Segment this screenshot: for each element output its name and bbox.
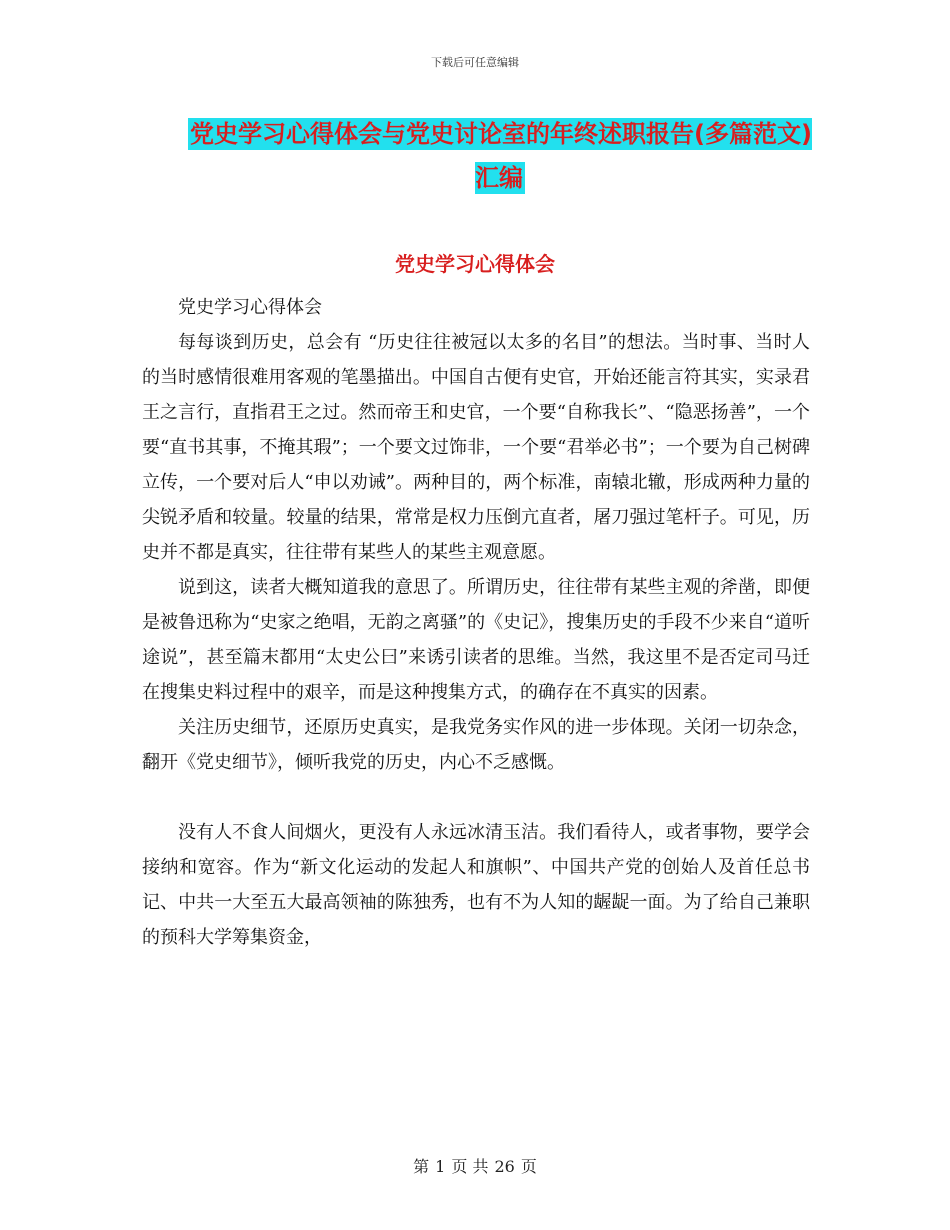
footer-suffix: 页 xyxy=(520,1157,537,1176)
paragraph: 每每谈到历史，总会有 “历史往往被冠以太多的名目”的想法。当时事、当时人的当时感情很难用客观的笔墨描出。中国自古便有史官，开始还能言符其实，实录君王之言行，直指君王之过。然而帝王和史官，一个要“自称我长”、“隐恶扬善”，一个要“直书其事，不掩其瑕”；一个要文过饰非，一个要“君举必书”；一个要为自己树碑立传，一个要对后人“申以劝诫”。两种目的，两个标准，南辕北辙，形成两种力量的尖锐矛盾和较量。较量的结果，常常是权力压倒亢直者，屠刀强过笔杆子。可见，历史并不都是真实，往往带有某些人的某些主观意愿。 xyxy=(142,332,810,563)
paragraph: 没有人不食人间烟火，更没有人永远冰清玉洁。我们看待人，或者事物，要学会接纳和宽容。作为“新文化运动的发起人和旗帜”、中国共产党的创始人及首任总书记、中共一大至五大最高领袖的陈独秀，也有不为人知的龌龊一面。为了给自己兼职的预科大学筹集资金， xyxy=(142,822,810,948)
body-text xyxy=(142,290,810,955)
header-note: 下载后可任意编辑 xyxy=(431,56,519,69)
page-footer xyxy=(0,1154,950,1177)
paragraph: 党史学习心得体会 xyxy=(178,297,322,318)
paragraph: 说到这，读者大概知道我的意思了。所谓历史，往往带有某些主观的斧凿，即便是被鲁迅称为“史家之绝唱，无韵之离骚”的《史记》，搜集历史的手段不少来自“道听途说”，甚至篇末都用“太史公曰”来诱引读者的思维。当然，我这里不是否定司马迁在搜集史料过程中的艰辛，而是这种搜集方式，的确存在不真实的因素。 xyxy=(142,577,810,703)
paragraph: 关注历史细节，还原历史真实，是我党务实作风的进一步体现。关闭一切杂念，翻开《党史细节》，倾听我党的历史，内心不乏感慨。 xyxy=(142,717,810,773)
page-total: 26 xyxy=(494,1157,515,1176)
document-title-text: 党史学习心得体会与党史讨论室的年终述职报告(多篇范文)汇编 xyxy=(190,120,812,192)
footer-mid: 页 共 xyxy=(451,1157,489,1176)
footer-prefix: 第 xyxy=(413,1157,430,1176)
document-title xyxy=(186,112,814,200)
section-title: 党史学习心得体会 xyxy=(395,252,555,276)
page-number: 1 xyxy=(435,1157,446,1176)
